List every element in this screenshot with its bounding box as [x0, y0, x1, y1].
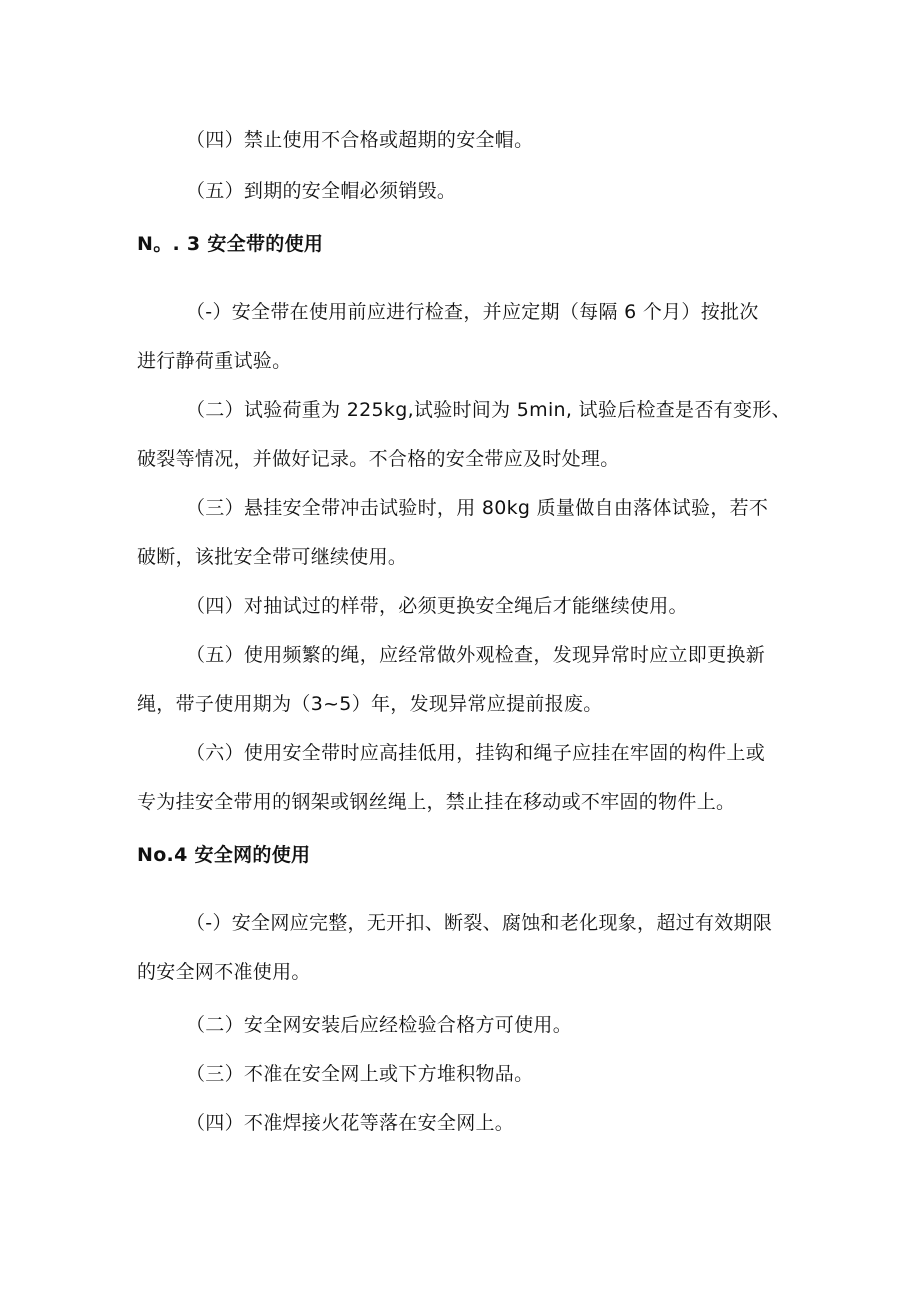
s2-item4: （四）禁止使用不合格或超期的安全帽。	[186, 129, 534, 151]
s3-item1-line1: （-）安全带在使用前应进行检查，并应定期（每隔 6 个月）按批次	[186, 301, 759, 323]
s4-item3: （三）不准在安全网上或下方堆积物品。	[186, 1063, 534, 1085]
s3-item3-line1: （三）悬挂安全带冲击试验时，用 80kg 质量做自由落体试验，若不	[186, 497, 769, 519]
section4-heading: No.4 安全网的使用	[137, 844, 311, 866]
s4-item1-line1: （-）安全网应完整，无开扣、断裂、腐蚀和老化现象，超过有效期限	[186, 912, 773, 934]
s3-item6-line1: （六）使用安全带时应高挂低用，挂钩和绳子应挂在牢固的构件上或	[186, 742, 766, 764]
s3-item6-line2: 专为挂安全带用的钢架或钢丝绳上，禁止挂在移动或不牢固的物件上。	[137, 791, 736, 813]
s4-item1-line2: 的安全网不准使用。	[137, 961, 311, 983]
s3-item5-line1: （五）使用频繁的绳，应经常做外观检查，发现异常时应立即更换新	[186, 644, 766, 666]
section3-heading: N。. 3 安全带的使用	[137, 233, 324, 255]
s3-item2-line2: 破裂等情况，并做好记录。不合格的安全带应及时处理。	[137, 448, 620, 470]
s3-item4: （四）对抽试过的样带，必须更换安全绳后才能继续使用。	[186, 595, 688, 617]
s2-item5: （五）到期的安全帽必须销毁。	[186, 180, 457, 202]
s3-item5-line2: 绳，带子使用期为（3~5）年，发现异常应提前报废。	[137, 693, 603, 715]
s3-item1-line2: 进行静荷重试验。	[137, 350, 292, 372]
s4-item2: （二）安全网安装后应经检验合格方可使用。	[186, 1014, 573, 1036]
s3-item3-line2: 破断，该批安全带可继续使用。	[137, 546, 408, 568]
s3-item2-line1: （二）试验荷重为 225kg,试验时间为 5min, 试验后检查是否有变形、	[186, 399, 791, 421]
s4-item4: （四）不准焊接火花等落在安全网上。	[186, 1112, 515, 1134]
